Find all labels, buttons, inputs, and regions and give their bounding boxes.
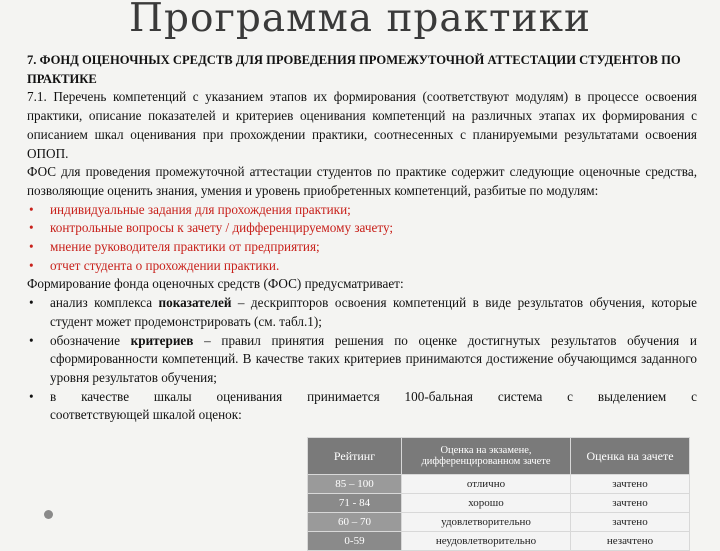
table-row: [308, 494, 690, 513]
slide-title: Программа практики: [129, 0, 591, 41]
table-cell: 71 - 84: [308, 494, 402, 513]
list-item: • отчет студента о прохождении практики.: [27, 257, 697, 276]
table-cell: зачтено: [571, 513, 690, 532]
table-header-row: [308, 438, 690, 475]
column-header: Рейтинг: [308, 438, 402, 475]
slide-bullet-icon: [44, 510, 53, 519]
bullet-icon: •: [29, 239, 34, 255]
formation-list: [27, 294, 697, 425]
bullet-icon: •: [29, 388, 34, 404]
paragraph-formation: Формирование фонда оценочных средств (ФОС) предусматривает:: [27, 276, 404, 292]
column-header: Оценка на зачете: [571, 438, 690, 475]
table-cell: 60 – 70: [308, 513, 402, 532]
bullet-icon: •: [29, 201, 34, 217]
table-row: [308, 475, 690, 494]
table-cell: удовлетворительно: [402, 513, 571, 532]
bullet-icon: •: [29, 220, 34, 236]
column-header: Оценка на экзамене, дифференцированном зачете: [402, 438, 571, 475]
list-item: • анализ комплекса показателей – дескрипторов освоения компетенций в виде результатов обучения, которые студент может продемонстрировать (см. табл.1);: [29, 295, 697, 329]
table-cell: 85 – 100: [308, 475, 402, 494]
paragraph-fos: ФОС для проведения промежуточной аттестации студентов по практике содержит следующие оценочные средства, позволяющие оценить знания, умения и уровень приобретенных компетенций, разбитые по модулям:: [27, 164, 697, 198]
table-cell: 0-59: [308, 532, 402, 551]
table-cell: незачтено: [571, 532, 690, 551]
table-cell: отлично: [402, 475, 571, 494]
table-cell: зачтено: [571, 494, 690, 513]
bullet-icon: •: [29, 295, 34, 311]
assessment-tools-list: [27, 201, 697, 276]
list-item: • мнение руководителя практики от предприятия;: [27, 238, 697, 257]
slide-content: [27, 51, 697, 425]
paragraph-competencies: 7.1. Перечень компетенций с указанием этапов их формирования (соответствуют модулям) в процессе освоения практики, описание показателей и критериев оценивания компетенций на различных этапах их формирования с описанием шкал оценивания при прохождении практики, соотнесенных с планируемыми результатами освоения ОПОП.: [27, 89, 697, 161]
table-cell: неудовлетворительно: [402, 532, 571, 551]
list-item: • индивидуальные задания для прохождения практики;: [27, 201, 697, 220]
list-item: • в качестве шкалы оценивания принимается 100-бальная система с выделением с соответствующей шкалой оценок:: [29, 388, 697, 423]
table-cell: зачтено: [571, 475, 690, 494]
term-indicators: показателей: [158, 295, 232, 311]
list-item: • контрольные вопросы к зачету / дифференцируемому зачету;: [27, 219, 697, 238]
bullet-icon: •: [29, 257, 34, 273]
list-item: • обозначение критериев – правил принятия решения по оценке достигнутых результатов обучения и сформированности компетенций. В качестве таких критериев принимаются достижение обучающимся заданного уровня результатов обучения;: [29, 332, 697, 385]
term-criteria: критериев: [130, 332, 194, 348]
bullet-icon: •: [29, 332, 34, 348]
table-cell: хорошо: [402, 494, 571, 513]
table-row: [308, 532, 690, 551]
table-row: [308, 513, 690, 532]
grade-table: [307, 437, 690, 551]
section-heading: 7. ФОНД ОЦЕНОЧНЫХ СРЕДСТВ ДЛЯ ПРОВЕДЕНИЯ ПРОМЕЖУТОЧНОЙ АТТЕСТАЦИИ СТУДЕНТОВ ПО ПРАКТИКЕ: [27, 53, 681, 86]
